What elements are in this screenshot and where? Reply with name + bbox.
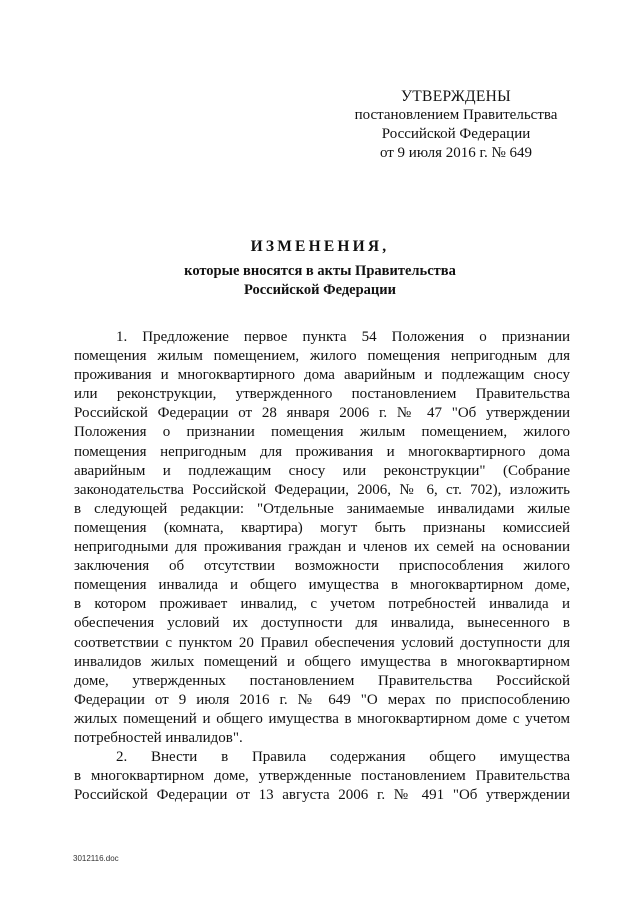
approval-heading: УТВЕРЖДЕНЫ (401, 88, 511, 105)
body-line: помещения жилым помещением, жилого помещения непригодным для (74, 348, 570, 365)
document-title: ИЗМЕНЕНИЯ, (250, 238, 390, 255)
subtitle-line-1: которые вносятся в акты Правительства (184, 263, 456, 279)
body-line: 1. Предложение первое пункта 54 Положения о признании (116, 329, 570, 345)
body-line: в котором проживает инвалид, с учетом потребностей инвалида и (74, 596, 570, 613)
body-line: помещения инвалида и общего имущества в многоквартирном доме, (74, 577, 570, 594)
body-line: 2. Внести в Правила содержания общего имущества (116, 749, 570, 766)
footer-file-id: 3012116.doc (73, 854, 119, 863)
document-subtitle (60, 262, 580, 300)
body-line: в следующей редакции: "Отдельные занимаемые инвалидами жилые (74, 500, 570, 517)
document-body (74, 328, 570, 805)
approval-line-1: постановлением Правительства (354, 107, 558, 123)
body-line: проживания и многоквартирного дома аварийным и подлежащим сносу (74, 367, 570, 384)
body-line: заключения об отсутствии возможности приспособления жилого (74, 558, 570, 575)
body-line: Российской Федерации от 28 января 2006 г. № 47 "Об утверждении (74, 405, 570, 422)
body-line: Положения о признании помещения жилым помещением, жилого (74, 424, 570, 441)
approval-line-3: от 9 июля 2016 г. № 649 (379, 145, 533, 161)
body-line: непригодными для проживания граждан и членов их семей на основании (74, 539, 570, 556)
body-line: жилых помещений и общего имущества в многоквартирном доме с учетом (74, 710, 570, 727)
body-line: Федерации от 9 июля 2016 г. № 649 "О мерах по приспособлению (74, 691, 570, 708)
body-line: помещения (комната, квартира) могут быть признаны комиссией (74, 519, 570, 536)
body-line: аварийным и подлежащим сносу или реконструкции" (Собрание (74, 462, 570, 479)
body-line: соответствии с пунктом 20 Правил обеспечения условий доступности для (74, 634, 570, 651)
body-line: или реконструкции, утвержденного постановлением Правительства (74, 386, 570, 403)
approval-line-2: Российской Федерации (381, 126, 531, 142)
approval-stamp (330, 87, 582, 163)
subtitle-line-2: Российской Федерации (243, 282, 396, 298)
body-line: потребностей инвалидов". (74, 729, 243, 746)
body-line: законодательства Российской Федерации, 2006, № 6, ст. 702), изложить (74, 481, 570, 498)
body-line: Российской Федерации от 13 августа 2006 г. № 491 "Об утверждении (74, 787, 570, 804)
body-line: в многоквартирном доме, утвержденные постановлением Правительства (74, 768, 570, 785)
body-line: помещения непригодным для проживания и многоквартирного дома (74, 443, 570, 460)
body-line: обеспечения условий их доступности для инвалида, вынесенного в (74, 615, 570, 632)
body-line: доме, утвержденных постановлением Правительства Российской (74, 672, 570, 689)
body-line: инвалидов жилых помещений и общего имущества в многоквартирном (74, 653, 570, 670)
